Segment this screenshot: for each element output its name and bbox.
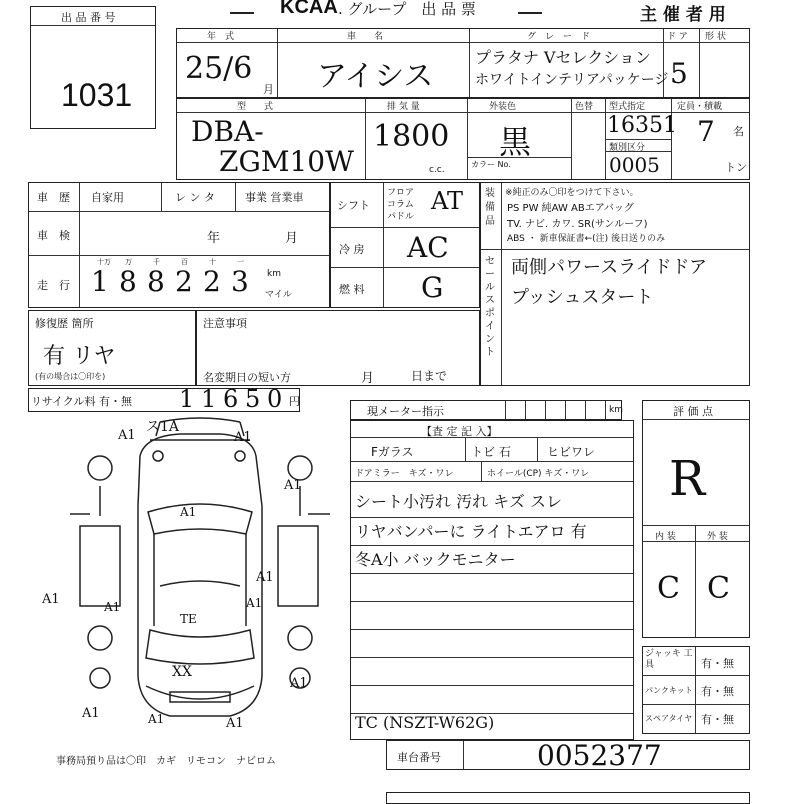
notes-label: 注意事項 bbox=[203, 317, 247, 330]
mileage-label: 走 行 bbox=[37, 279, 70, 292]
name-change-day: 日まで bbox=[411, 369, 448, 383]
score-label: 評 価 点 bbox=[673, 405, 713, 418]
equipment-label: 装備品 bbox=[485, 188, 495, 227]
grade-line-2: ホワイトインテリアパッケージ bbox=[475, 72, 669, 88]
chassis-box bbox=[386, 740, 750, 770]
spare-label: スペアタイヤ bbox=[645, 714, 693, 723]
shift-label: シフト bbox=[337, 199, 370, 212]
mileage-digit: 3 bbox=[231, 265, 249, 298]
chip-label: トビ 石 bbox=[471, 445, 511, 459]
spare-choice: 有・無 bbox=[701, 713, 734, 726]
type-label: 型 式 bbox=[237, 102, 274, 112]
model-value: アイシス bbox=[317, 59, 434, 94]
corner-mark bbox=[230, 0, 254, 14]
exterior-value: C bbox=[707, 571, 730, 606]
chassis-label: 車台番号 bbox=[397, 751, 441, 764]
mileage-digit: 1 bbox=[91, 265, 109, 298]
nav-code: TC (NSZT-W62G) bbox=[355, 713, 495, 732]
history-label: 車 歴 bbox=[37, 191, 70, 204]
recycle-label: リサイクル料 有・無 bbox=[31, 395, 132, 408]
recycle-digit: 1 bbox=[179, 385, 195, 413]
front-mark: ス1A bbox=[146, 419, 180, 435]
office-items: 事務局預り品は〇印 カギ リモコン ナビロム bbox=[56, 756, 276, 767]
repair-note: (有の場合は〇印を) bbox=[35, 372, 106, 381]
score-box bbox=[642, 400, 750, 638]
xx-mark: XX bbox=[172, 664, 192, 680]
history-business: 事業 営業車 bbox=[245, 191, 304, 204]
mileage-unit-label: 一 bbox=[237, 258, 244, 266]
recycle-unit: 円 bbox=[289, 395, 300, 408]
equipment-line-1: PS PW 純AW ABエアバッグ bbox=[507, 203, 634, 214]
damage-mark: A1 bbox=[234, 430, 252, 445]
type-spec-label: 型式指定 bbox=[609, 102, 646, 112]
color-number-label: カラー No. bbox=[471, 160, 511, 169]
damage-mark: A1 bbox=[82, 706, 100, 721]
damage-diagram bbox=[40, 416, 330, 746]
chassis-value: 0052377 bbox=[537, 739, 662, 772]
color-label: 外装色 bbox=[489, 102, 517, 112]
row-type-displacement-color bbox=[176, 98, 750, 180]
damage-mark: A1 bbox=[246, 596, 263, 610]
class-label: 類別区分 bbox=[609, 143, 646, 153]
recycle-fee-box bbox=[28, 385, 300, 413]
damage-mark: A1 bbox=[42, 592, 60, 607]
cc-unit: c.c. bbox=[429, 165, 445, 175]
sales-point-2: プッシュスタート bbox=[511, 287, 654, 308]
recycle-digit: 1 bbox=[201, 385, 217, 413]
recycle-digit: 6 bbox=[223, 385, 239, 413]
capacity-unit: 名 bbox=[733, 125, 744, 138]
fuel-value: G bbox=[421, 271, 444, 304]
mileage-unit-label: 百 bbox=[181, 258, 188, 266]
grade-label: グ レ ー ド bbox=[527, 32, 591, 42]
displacement-value: 1800 bbox=[373, 119, 450, 154]
ac-value: AC bbox=[407, 231, 449, 264]
group-title: . グループ 出 品 票 bbox=[338, 0, 476, 18]
shift-floor: フロア bbox=[387, 188, 415, 198]
type-spec-value: 16351 bbox=[607, 113, 677, 138]
recycle-digit: 5 bbox=[245, 385, 261, 413]
jack-choice: 有・無 bbox=[701, 657, 734, 670]
grade-line-1: プラタナ Vセレクション bbox=[475, 48, 651, 67]
color-change-label: 色替 bbox=[575, 102, 594, 112]
meter-box bbox=[350, 400, 622, 420]
jack-label: ジャッキ 工 具 bbox=[645, 649, 693, 670]
notes-box bbox=[196, 310, 480, 386]
model-label: 車 名 bbox=[347, 32, 384, 42]
shift-ac-fuel-table bbox=[330, 182, 480, 308]
history-rental: レ ン タ bbox=[175, 191, 215, 204]
score-value: R bbox=[669, 451, 706, 507]
interior-label: 内 装 bbox=[655, 532, 676, 542]
doors-label: ド ア bbox=[667, 32, 688, 42]
inspection-year: 年 bbox=[207, 231, 221, 246]
f-glass-label: Fガラス bbox=[371, 445, 414, 459]
damage-mark: A1 bbox=[118, 428, 136, 443]
lot-number-box bbox=[30, 6, 156, 129]
name-change-month: 月 bbox=[361, 371, 375, 386]
appraisal-note-1: シート小汚れ 汚れ キズ スレ bbox=[355, 492, 562, 511]
shape-label: 形 状 bbox=[705, 32, 726, 42]
sales-point-1: 両側パワースライドドア bbox=[511, 257, 708, 278]
capacity-label: 定員・積載 bbox=[677, 102, 723, 112]
year-label: 年 式 bbox=[207, 32, 235, 42]
history-table bbox=[28, 182, 330, 308]
damage-mark: A1 bbox=[290, 676, 308, 691]
mileage-unit-label: 十 bbox=[209, 258, 216, 266]
appraisal-header: 【査 定 記 入】 bbox=[421, 425, 498, 438]
repair-label: 修復歴 箇所 bbox=[35, 317, 94, 330]
wheel-label: ホイール(CP) キズ・ワレ bbox=[487, 469, 590, 479]
repair-history-box bbox=[28, 310, 196, 386]
history-private: 自家用 bbox=[91, 191, 124, 204]
tools-box bbox=[642, 646, 750, 734]
equipment-header: ※純正のみ〇印をつけて下さい。 bbox=[505, 188, 639, 198]
mileage-unit-label: 千 bbox=[153, 258, 160, 266]
bottom-table-stub bbox=[386, 792, 750, 804]
km-unit: km bbox=[267, 269, 281, 279]
brand-logo: KCAA bbox=[280, 0, 338, 18]
puncture-label: パンクキット bbox=[645, 686, 693, 695]
damage-mark: A1 bbox=[148, 712, 165, 726]
doors-value: 5 bbox=[670, 57, 688, 90]
appraisal-box bbox=[350, 420, 634, 740]
crack-label: ヒビワレ bbox=[547, 445, 596, 459]
exterior-label: 外 装 bbox=[707, 532, 728, 542]
color-value: 黒 bbox=[499, 123, 532, 161]
type-value-1: DBA- bbox=[191, 115, 264, 148]
corner-mark bbox=[518, 0, 542, 14]
displacement-label: 排 気 量 bbox=[387, 102, 420, 112]
equipment-line-2: TV. ナビ. カワ. SR(サンルーフ) bbox=[507, 219, 648, 230]
lot-number-label: 出 品 番 号 bbox=[61, 11, 116, 24]
equipment-line-3: ABS ・ 新車保証書←(注) 後日送りのみ bbox=[507, 234, 666, 244]
shift-value: AT bbox=[431, 187, 464, 215]
name-change-label: 名変期日の短い方 bbox=[203, 371, 291, 384]
mileage-digit: 2 bbox=[175, 265, 193, 298]
mileage-unit-label: 十万 bbox=[97, 258, 111, 266]
damage-mark: A1 bbox=[256, 570, 274, 585]
fuel-label: 燃 料 bbox=[339, 283, 365, 296]
door-mirror-label: ドアミラー キズ・ワレ bbox=[355, 469, 454, 479]
rear-mark: TE bbox=[180, 612, 197, 626]
mileage-digit: 8 bbox=[119, 265, 137, 298]
capacity-value: 7 bbox=[697, 115, 715, 148]
roof-mark: A1 bbox=[180, 505, 197, 519]
shift-paddle: パドル bbox=[387, 212, 414, 222]
recycle-digit: 0 bbox=[267, 385, 283, 413]
organizer-label: 主 催 者 用 bbox=[640, 5, 726, 25]
month-unit: 月 bbox=[263, 83, 274, 96]
year-value: 25/6 bbox=[185, 51, 253, 86]
ton-unit: トン bbox=[725, 161, 747, 174]
ac-label: 冷 房 bbox=[339, 243, 365, 256]
type-value-2: ZGM10W bbox=[219, 145, 354, 178]
row-year-model-grade bbox=[176, 28, 750, 98]
damage-mark: A1 bbox=[104, 600, 121, 614]
shift-column: コラム bbox=[387, 200, 414, 210]
mile-unit: マイル bbox=[265, 290, 292, 300]
sales-point-label: セールスポイント bbox=[485, 256, 495, 358]
meter-label: 現メーター指示 bbox=[367, 405, 444, 418]
appraisal-note-2: リヤバンパーに ライトエアロ 有 bbox=[355, 522, 587, 541]
inspection-label: 車 検 bbox=[37, 229, 70, 242]
damage-mark: A1 bbox=[226, 716, 244, 731]
appraisal-note-3: 冬A小 バックモニター bbox=[355, 550, 516, 569]
repair-value: 有 リヤ bbox=[43, 344, 116, 369]
meter-km: km bbox=[609, 405, 623, 415]
puncture-choice: 有・無 bbox=[701, 685, 734, 698]
mileage-unit-label: 万 bbox=[125, 258, 132, 266]
inspection-month: 月 bbox=[285, 231, 299, 246]
lot-number: 1031 bbox=[61, 77, 133, 113]
equipment-sales-box bbox=[480, 182, 750, 386]
mileage-digit: 2 bbox=[203, 265, 221, 298]
mileage-digit: 8 bbox=[147, 265, 165, 298]
class-value: 0005 bbox=[609, 153, 660, 177]
interior-value: C bbox=[657, 571, 680, 606]
damage-mark: A1 bbox=[284, 478, 302, 493]
